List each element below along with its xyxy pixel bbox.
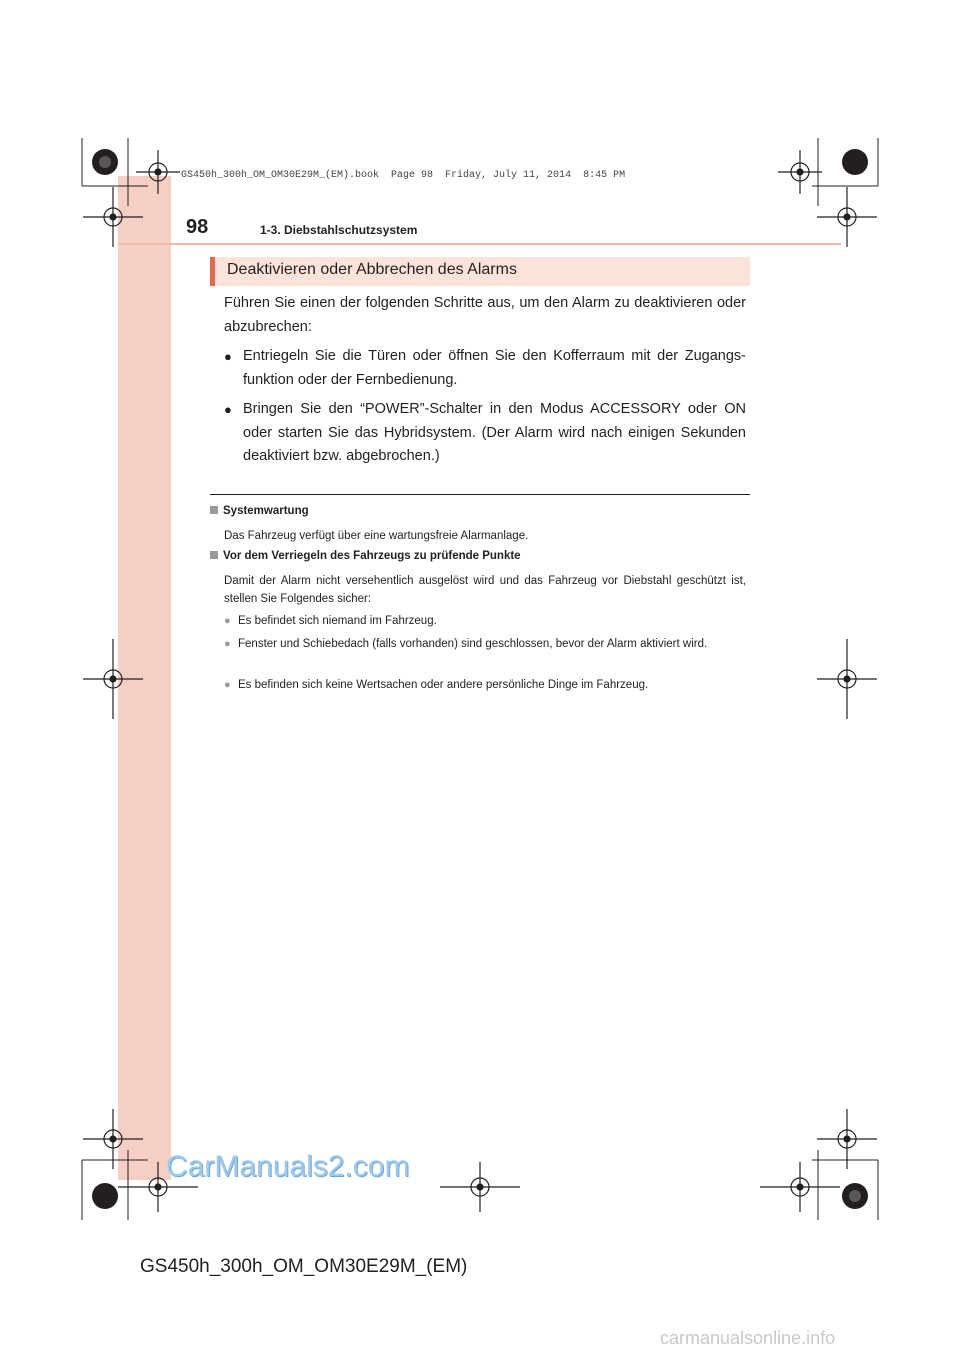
print-info: GS450h_300h_OM_OM30E29M_(EM).book Page 98 Friday, July 11, 2014 8:45 PM [181,170,626,181]
bullet-icon: ● [224,615,231,627]
section-title: 1-3. Diebstahlschutzsystem [260,223,418,237]
note-heading-text: Systemwartung [223,505,309,517]
square-bullet-icon [210,506,218,514]
page-number: 98 [186,216,209,238]
list-item-text: Bringen Sie den “POWER”-Schalter in den Modus ACCESSORY oder ON oder starten Sie das Hybridsystem. (Der Alarm wird nach einigen Sekunden deaktiviert bzw. abgebrochen.) [243,401,746,464]
list-item-text: Es befinden sich keine Wertsachen oder andere persönliche Dinge im Fahrzeug. [238,679,649,691]
bullet-icon: ● [224,402,232,417]
list-item-text: Fenster und Schiebedach (falls vorhanden) sind geschlossen, bevor der Alarm aktiviert wird. [238,638,708,650]
list-item [224,676,750,694]
list-item [224,398,746,470]
note-paragraph: Damit der Alarm nicht versehentlich ausgelöst wird und das Fahrzeug vor Diebstahl geschützt ist, stellen Sie Folgendes sicher: [224,575,746,605]
note-heading-check [210,550,521,562]
bullet-icon: ● [224,349,232,364]
section-divider [210,494,750,495]
list-item [224,635,750,671]
list-item [224,345,746,393]
section-heading [210,257,750,286]
list-item-text: Es befindet sich niemand im Fahrzeug. [238,615,437,627]
note-heading-maintenance [210,505,309,517]
note-paragraph: Das Fahrzeug verfügt über eine wartungsfreie Alarmanlage. [224,530,529,542]
bullet-icon: ● [224,679,231,691]
list-item-text: Entriegeln Sie die Türen oder öffnen Sie den Kofferraum mit der Zugangs-funktion oder der Fernbedienung. [243,348,746,388]
list-item [224,612,750,630]
document-code-footer: GS450h_300h_OM_OM30E29M_(EM) [140,1256,468,1277]
note-heading-text: Vor dem Verriegeln des Fahrzeugs zu prüfende Punkte [223,550,521,562]
watermark-bottom: carmanualsonline.info [660,1328,836,1348]
intro-paragraph: Führen Sie einen der folgenden Schritte aus, um den Alarm zu deaktivieren oder abzubrechen: [224,295,746,335]
section-heading-text: Deaktivieren oder Abbrechen des Alarms [227,261,517,278]
watermark-logo: CarManuals2.com [166,1150,410,1183]
bullet-icon: ● [224,638,231,650]
square-bullet-icon [210,551,218,559]
